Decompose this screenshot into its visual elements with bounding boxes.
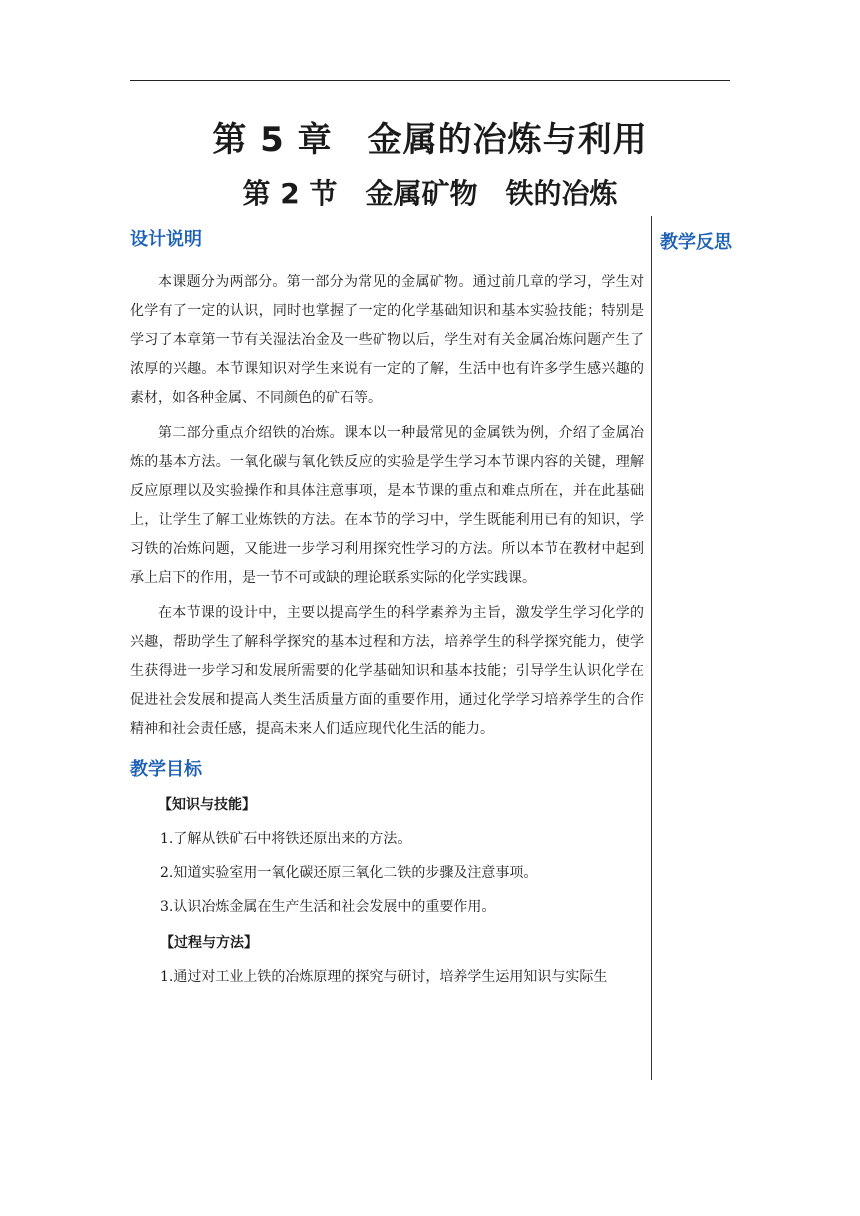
- knowledge-item-1: 1.了解从铁矿石中将铁还原出来的方法。: [160, 831, 412, 847]
- section-title: 第 2 节 金属矿物 铁的冶炼: [242, 177, 618, 210]
- main-column: [130, 226, 644, 994]
- knowledge-item-3: 3.认识冶炼金属在生产生活和社会发展中的重要作用。: [160, 899, 496, 915]
- design-paragraph-3: 在本节课的设计中，主要以提高学生的科学素养为主旨，激发学生学习化学的兴趣，帮助学生了解科学探究的基本过程和方法，培养学生的科学探究能力，使学生获得进一步学习和发展所需要的化学基础知识和基本技能；引导学生认识化学在促进社会发展和提高人类生活质量方面的重要作用，通过化学学习培养学生的合作精神和社会责任感，提高未来人们适应现代化生活的能力。: [130, 605, 644, 737]
- column-divider: [651, 216, 652, 1080]
- header-rule: [130, 80, 730, 81]
- design-paragraph-1: 本课题分为两部分。第一部分为常见的金属矿物。通过前几章的学习，学生对化学有了一定的认识，同时也掌握了一定的化学基础知识和基本实验技能；特别是学习了本章第一节有关湿法冶金及一些矿物以后，学生对有关金属冶炼问题产生了浓厚的兴趣。本节课知识对学生来说有一定的了解，生活中也有许多学生感兴趣的素材，如各种金属、不同颜色的矿石等。: [130, 274, 644, 406]
- chapter-title: 第 5 章 金属的冶炼与利用: [212, 120, 648, 160]
- knowledge-item-2: 2.知道实验室用一氧化碳还原三氧化二铁的步骤及注意事项。: [160, 865, 538, 881]
- design-paragraph-2: 第二部分重点介绍铁的冶炼。课本以一种最常见的金属铁为例，介绍了金属冶炼的基本方法。一氧化碳与氧化铁反应的实验是学生学习本节课内容的关键，理解反应原理以及实验操作和具体注意事项，是本节课的重点和难点所在，并在此基础上，让学生了解工业炼铁的方法。在本节的学习中，学生既能利用已有的知识，学习铁的冶炼问题，又能进一步学习利用探究性学习的方法。所以本节在教材中起到承上启下的作用，是一节不可或缺的理论联系实际的化学实践课。: [130, 425, 644, 586]
- knowledge-skills-label: 【知识与技能】: [158, 797, 256, 813]
- design-heading: 设计说明: [130, 229, 202, 250]
- process-method-label: 【过程与方法】: [160, 935, 258, 951]
- reflection-heading: 教学反思: [660, 232, 732, 253]
- goals-heading: 教学目标: [130, 759, 202, 780]
- process-item-1: 1.通过对工业上铁的冶炼原理的探究与研讨，培养学生运用知识与实际生: [160, 969, 608, 985]
